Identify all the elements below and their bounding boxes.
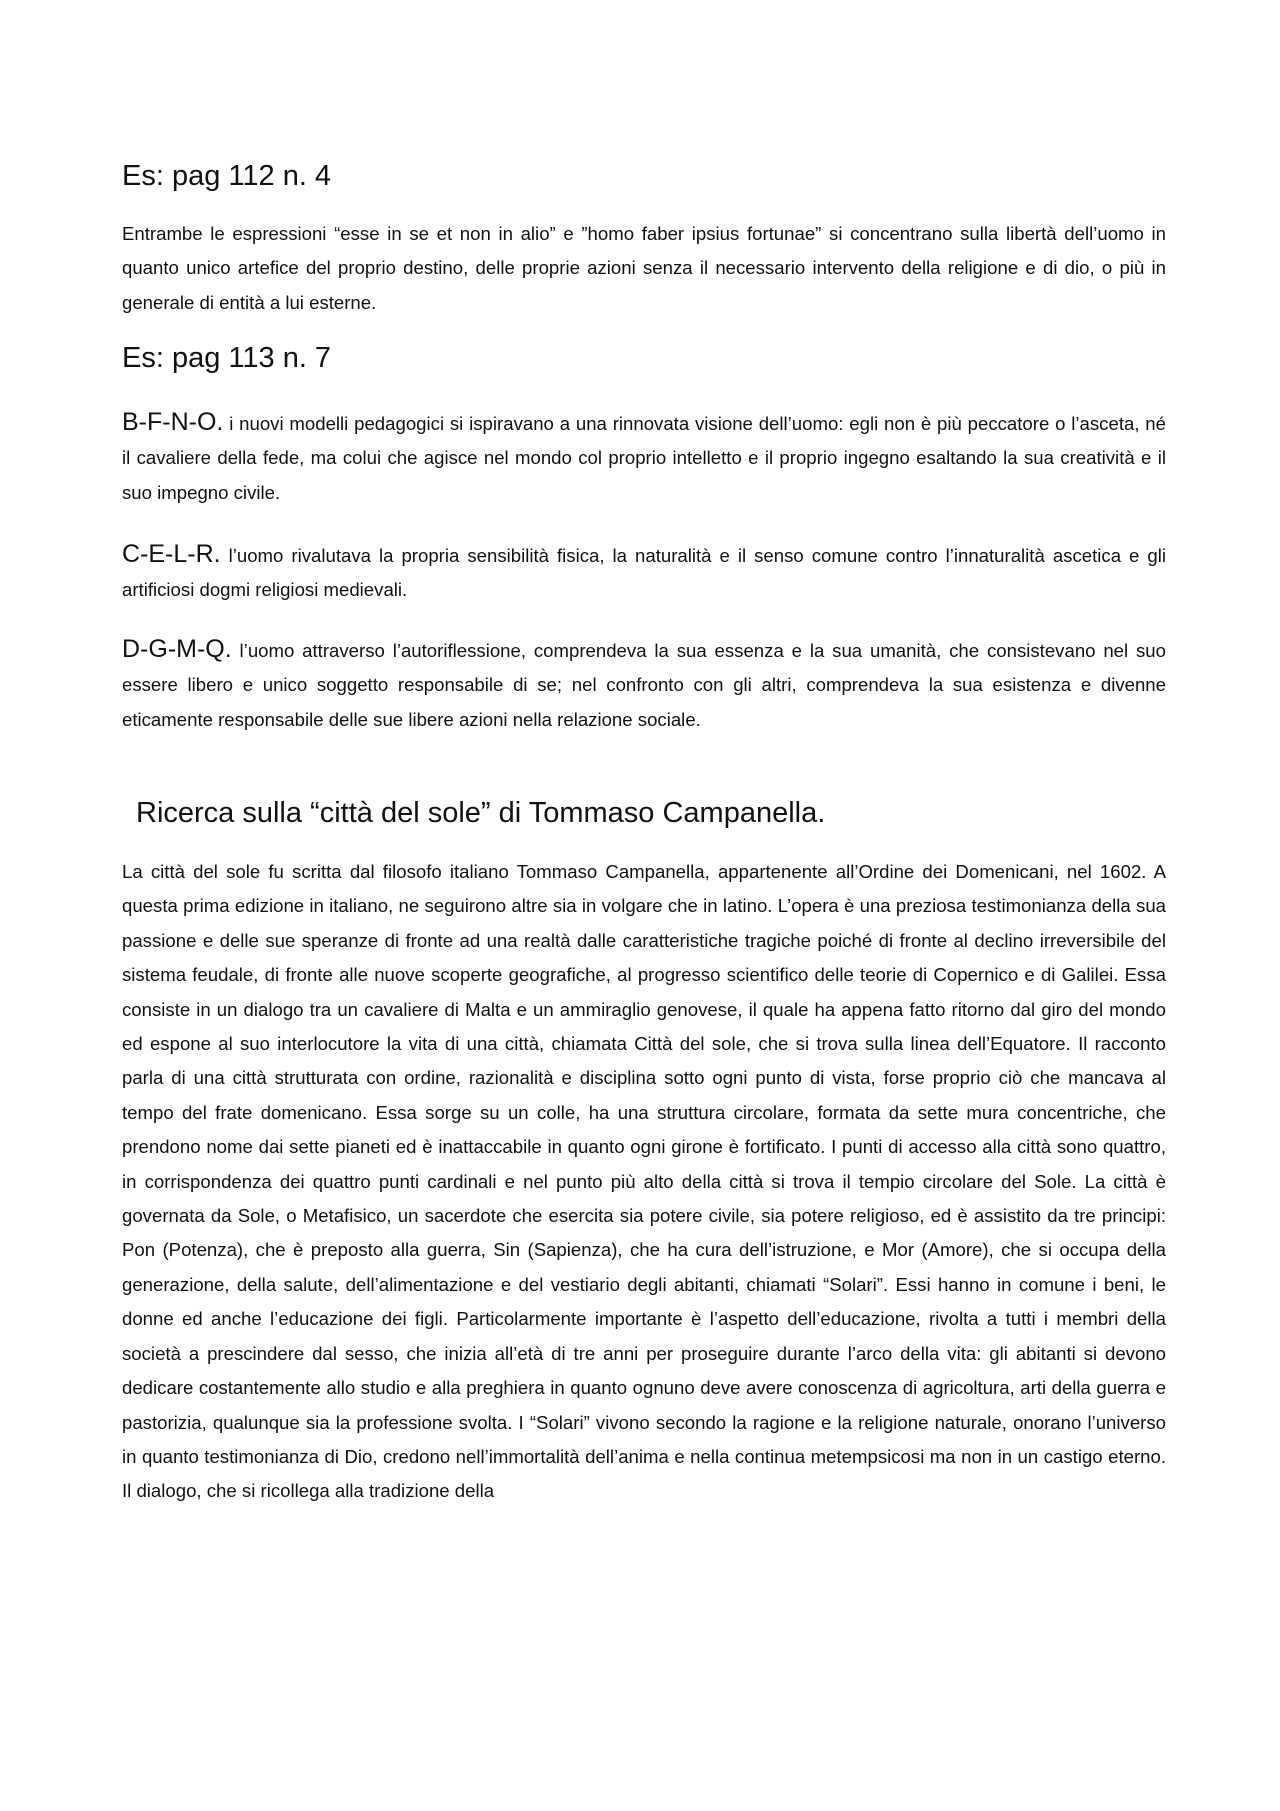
answer-celr	[122, 537, 1166, 608]
answer-text: l’uomo attraverso l’autoriflessione, comprendeva la sua essenza e la sua umanità, che consistevano nel suo essere libero e unico soggetto responsabile di se; nel confronto con gli altri, comprendeva la sua esistenza e divenne eticamente responsabile delle sue libere azioni nella relazione sociale.	[122, 640, 1166, 730]
answer-label: D-G-M-Q.	[122, 635, 232, 663]
answer-text: l’uomo rivalutava la propria sensibilità fisica, la naturalità e il senso comune contro l’innaturalità ascetica e gli artificiosi dogmi religiosi medievali.	[122, 545, 1166, 601]
heading-exercise-113: Es: pag 113 n. 7	[122, 342, 332, 374]
answer-dgmq	[122, 632, 1166, 737]
answer-bfno	[122, 405, 1166, 510]
heading-research: Ricerca sulla “città del sole” di Tommaso Campanella.	[136, 797, 826, 829]
paragraph-research: La città del sole fu scritta dal filosofo italiano Tommaso Campanella, appartenente all’Ordine dei Domenicani, nel 1602. A questa prima edizione in italiano, ne seguirono altre sia in volgare che in latino. L’opera è una preziosa testimonianza della sua passione e delle sue speranze di fronte ad una realtà dalle caratteristiche tragiche poiché di fronte al declino irreversibile del sistema feudale, di fronte alle nuove scoperte geografiche, al progresso scientifico delle teorie di Copernico e di Galilei. Essa consiste in un dialogo tra un cavaliere di Malta e un ammiraglio genovese, il quale ha appena fatto ritorno dal giro del mondo ed espone al suo interlocutore la vita di una città, chiamata Città del sole, che si trova sulla linea dell’Equatore. Il racconto parla di una città strutturata con ordine, razionalità e disciplina sotto ogni punto di vista, forse proprio ciò che mancava al tempo del frate domenicano. Essa sorge su un colle, ha una struttura circolare, formata da sette mura concentriche, che prendono nome dai sette pianeti ed è inattaccabile in quanto ogni girone è fortificato. I punti di accesso alla città sono quattro, in corrispondenza dei quattro punti cardinali e nel punto più alto della città si trova il tempio circolare del Sole. La città è governata da Sole, o Metafisico, un sacerdote che esercita sia potere civile, sia potere religioso, ed è assistito da tre principi: Pon (Potenza), che è preposto alla guerra, Sin (Sapienza), che ha cura dell’istruzione, e Mor (Amore), che si occupa della generazione, della salute, dell’alimentazione e del vestiario degli abitanti, chiamati “Solari”. Essi hanno in comune i beni, le donne ed anche l’educazione dei figli. Particolarmente importante è l’aspetto dell’educazione, rivolta a tutti i membri della società a prescindere dal sesso, che inizia all’età di tre anni per proseguire durante l’arco della vita: gli abitanti si devono dedicare costantemente allo studio e alla preghiera in quanto ognuno deve avere conoscenza di agricoltura, arti della guerra e pastorizia, qualunque sia la professione svolta. I “Solari” vivono secondo la ragione e la religione naturale, onorano l’universo in quanto testimonianza di Dio, credono nell’immortalità dell’anima e nella continua metempsicosi ma non in un castigo eterno. Il dialogo, che si ricollega alla tradizione della	[122, 861, 1166, 1502]
answer-text: i nuovi modelli pedagogici si ispiravano a una rinnovata visione dell’uomo: egli non è più peccatore o l’asceta, né il cavaliere della fede, ma colui che agisce nel mondo col proprio intelletto e il proprio ingegno esaltando la sua creatività e il suo impegno civile.	[122, 413, 1166, 503]
answer-label: B-F-N-O.	[122, 408, 224, 436]
heading-exercise-112: Es: pag 112 n. 4	[122, 160, 332, 192]
paragraph-exercise-112: Entrambe le espressioni “esse in se et non in alio” e ”homo faber ipsius fortunae” si concentrano sulla libertà dell’uomo in quanto unico artefice del proprio destino, delle proprie azioni senza il necessario intervento della religione e di dio, o più in generale di entità a lui esterne.	[122, 223, 1166, 313]
answer-label: C-E-L-R.	[122, 540, 221, 568]
